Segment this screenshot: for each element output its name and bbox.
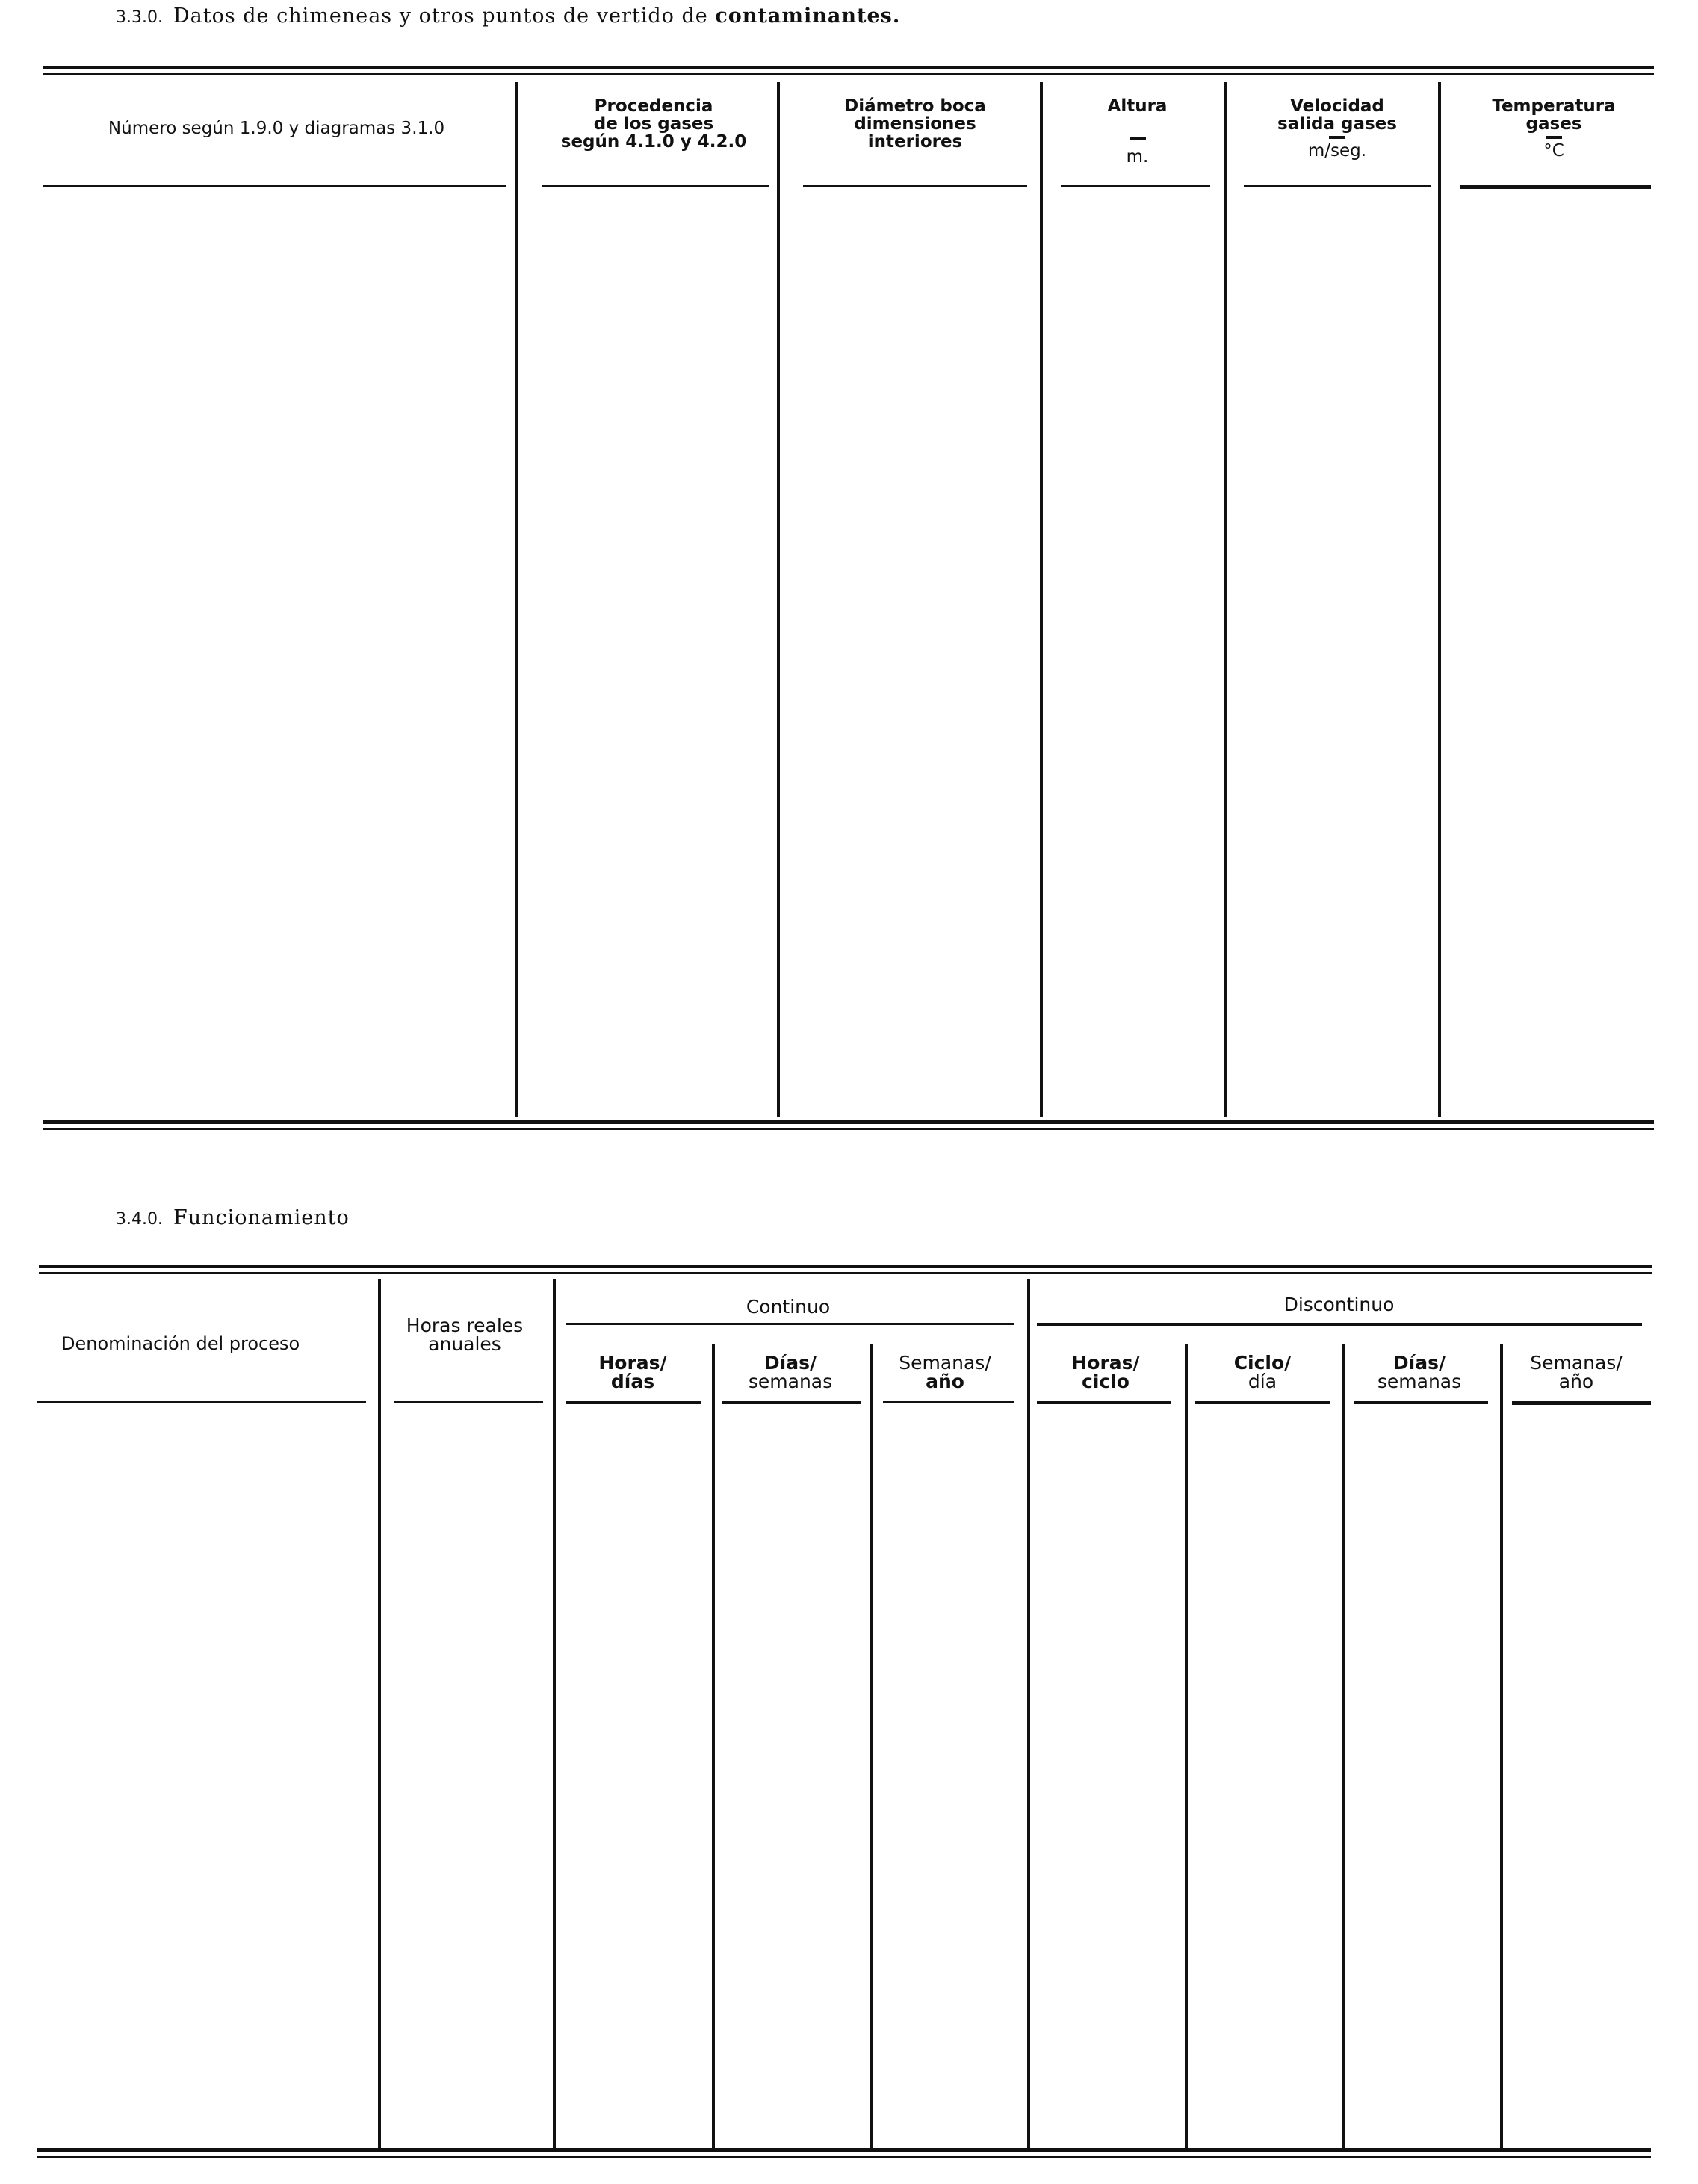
header-underline-velocidad — [1244, 185, 1431, 187]
column-divider — [515, 82, 518, 1117]
header-continuo-semanas-ano — [874, 1353, 1016, 1391]
header-continuo-semanas-ano-line-1: Semanas/ — [899, 1352, 991, 1374]
header-velocidad-dash — [1329, 136, 1345, 139]
header-underline-procedencia — [542, 185, 769, 187]
header-underline-subcol — [1195, 1401, 1330, 1404]
header-procedencia-line-1: Procedencia — [594, 96, 713, 116]
section-title-340 — [116, 1206, 350, 1229]
header-continuo-horas-dias-line-1: Horas/ — [598, 1352, 667, 1374]
header-continuo-dias-semanas — [716, 1353, 865, 1391]
section-title-text: Funcionamiento — [173, 1206, 350, 1229]
header-discontinuo-horas-ciclo-line-1: Horas/ — [1071, 1352, 1140, 1374]
header-denominacion: Denominación del proceso — [61, 1333, 300, 1354]
column-divider — [777, 82, 780, 1117]
table-340-top-rule — [39, 1265, 1652, 1274]
table-340-bottom-rule — [37, 2148, 1651, 2158]
section-title-330 — [116, 4, 900, 28]
header-discontinuo-horas-ciclo-line-2: ciclo — [1082, 1371, 1130, 1392]
section-number: 3.4.0. — [116, 1210, 163, 1229]
header-temperatura-line-2: gases — [1525, 114, 1582, 134]
header-continuo-dias-semanas-line-2: semanas — [748, 1371, 833, 1392]
header-procedencia-line-3: según 4.1.0 y 4.2.0 — [560, 132, 747, 152]
header-discontinuo-ciclo-dia-line-2: día — [1248, 1371, 1277, 1392]
header-horas-reales — [382, 1316, 547, 1353]
column-divider — [1185, 1344, 1188, 2149]
header-discontinuo-semanas-ano-line-1: Semanas/ — [1530, 1352, 1623, 1374]
group-discontinuo-underline — [1037, 1323, 1642, 1326]
header-diametro-line-3: interiores — [867, 132, 963, 152]
header-diametro-line-1: Diámetro boca — [844, 96, 986, 116]
column-divider — [553, 1279, 556, 2149]
header-altura-unit: m. — [1126, 147, 1149, 167]
header-underline-subcol — [722, 1401, 861, 1404]
column-divider — [1040, 82, 1043, 1117]
header-underline-denominacion — [37, 1401, 366, 1403]
header-velocidad-unit: m/seg. — [1307, 141, 1367, 161]
header-horas-reales-line-2: anuales — [428, 1333, 501, 1355]
section-number: 3.3.0. — [116, 8, 163, 27]
header-underline-horas-reales — [394, 1401, 543, 1403]
header-velocidad — [1229, 97, 1446, 160]
header-discontinuo-ciclo-dia-line-1: Ciclo/ — [1233, 1352, 1292, 1374]
group-discontinuo: Discontinuo — [1283, 1294, 1395, 1315]
header-discontinuo-dias-semanas-line-1: Días/ — [1392, 1352, 1446, 1374]
column-divider — [1224, 82, 1227, 1117]
column-divider — [1027, 1279, 1030, 2149]
header-underline-temperatura — [1460, 185, 1651, 189]
header-underline-altura — [1061, 185, 1210, 187]
header-procedencia-line-2: de los gases — [593, 114, 714, 134]
column-divider — [378, 1279, 381, 2149]
header-velocidad-line-1: Velocidad — [1290, 96, 1384, 116]
header-discontinuo-ciclo-dia — [1188, 1353, 1337, 1391]
header-temperatura-dash — [1546, 136, 1562, 139]
header-underline-subcol — [566, 1401, 701, 1404]
group-continuo: Continuo — [746, 1296, 831, 1318]
header-temperatura — [1446, 97, 1662, 160]
header-altura — [1046, 97, 1229, 166]
header-underline-subcol — [1037, 1401, 1171, 1404]
header-velocidad-line-2: salida gases — [1277, 114, 1397, 134]
header-discontinuo-dias-semanas-line-2: semanas — [1377, 1371, 1462, 1392]
header-underline-subcol — [1354, 1401, 1488, 1404]
header-diametro-line-2: dimensiones — [854, 114, 976, 134]
column-divider — [1342, 1344, 1345, 2149]
section-title-bold: contaminantes. — [715, 4, 901, 28]
header-underline-subcol — [883, 1401, 1014, 1403]
header-temperatura-line-1: Temperatura — [1492, 96, 1616, 116]
header-altura-label: Altura — [1107, 96, 1168, 116]
header-temperatura-unit: °C — [1543, 141, 1564, 161]
table-330-top-rule — [43, 66, 1654, 75]
header-discontinuo-dias-semanas — [1345, 1353, 1494, 1391]
column-divider — [1500, 1344, 1503, 2149]
header-diametro — [784, 97, 1046, 151]
header-underline-numero — [43, 185, 506, 187]
header-numero — [45, 120, 508, 137]
header-altura-dash — [1130, 137, 1146, 140]
header-continuo-horas-dias — [562, 1353, 704, 1391]
column-divider — [1438, 82, 1441, 1117]
header-underline-subcol — [1512, 1401, 1651, 1405]
header-numero-text: Número según 1.9.0 y diagramas 3.1.0 — [108, 119, 445, 138]
header-discontinuo-horas-ciclo — [1031, 1353, 1180, 1391]
header-discontinuo-semanas-ano-line-2: año — [1558, 1371, 1594, 1392]
table-330-bottom-rule — [43, 1120, 1654, 1130]
column-divider — [712, 1344, 715, 2149]
header-discontinuo-semanas-ano — [1502, 1353, 1651, 1391]
section-title-text: Datos de chimeneas y otros puntos de vertido de — [173, 4, 708, 28]
header-continuo-dias-semanas-line-1: Días/ — [763, 1352, 817, 1374]
header-procedencia — [523, 97, 784, 151]
column-divider — [870, 1344, 873, 2149]
header-underline-diametro — [803, 185, 1027, 187]
header-continuo-semanas-ano-line-2: año — [926, 1371, 964, 1392]
group-continuo-underline — [566, 1323, 1014, 1325]
header-continuo-horas-dias-line-2: días — [610, 1371, 655, 1392]
header-horas-reales-line-1: Horas reales — [406, 1315, 524, 1336]
